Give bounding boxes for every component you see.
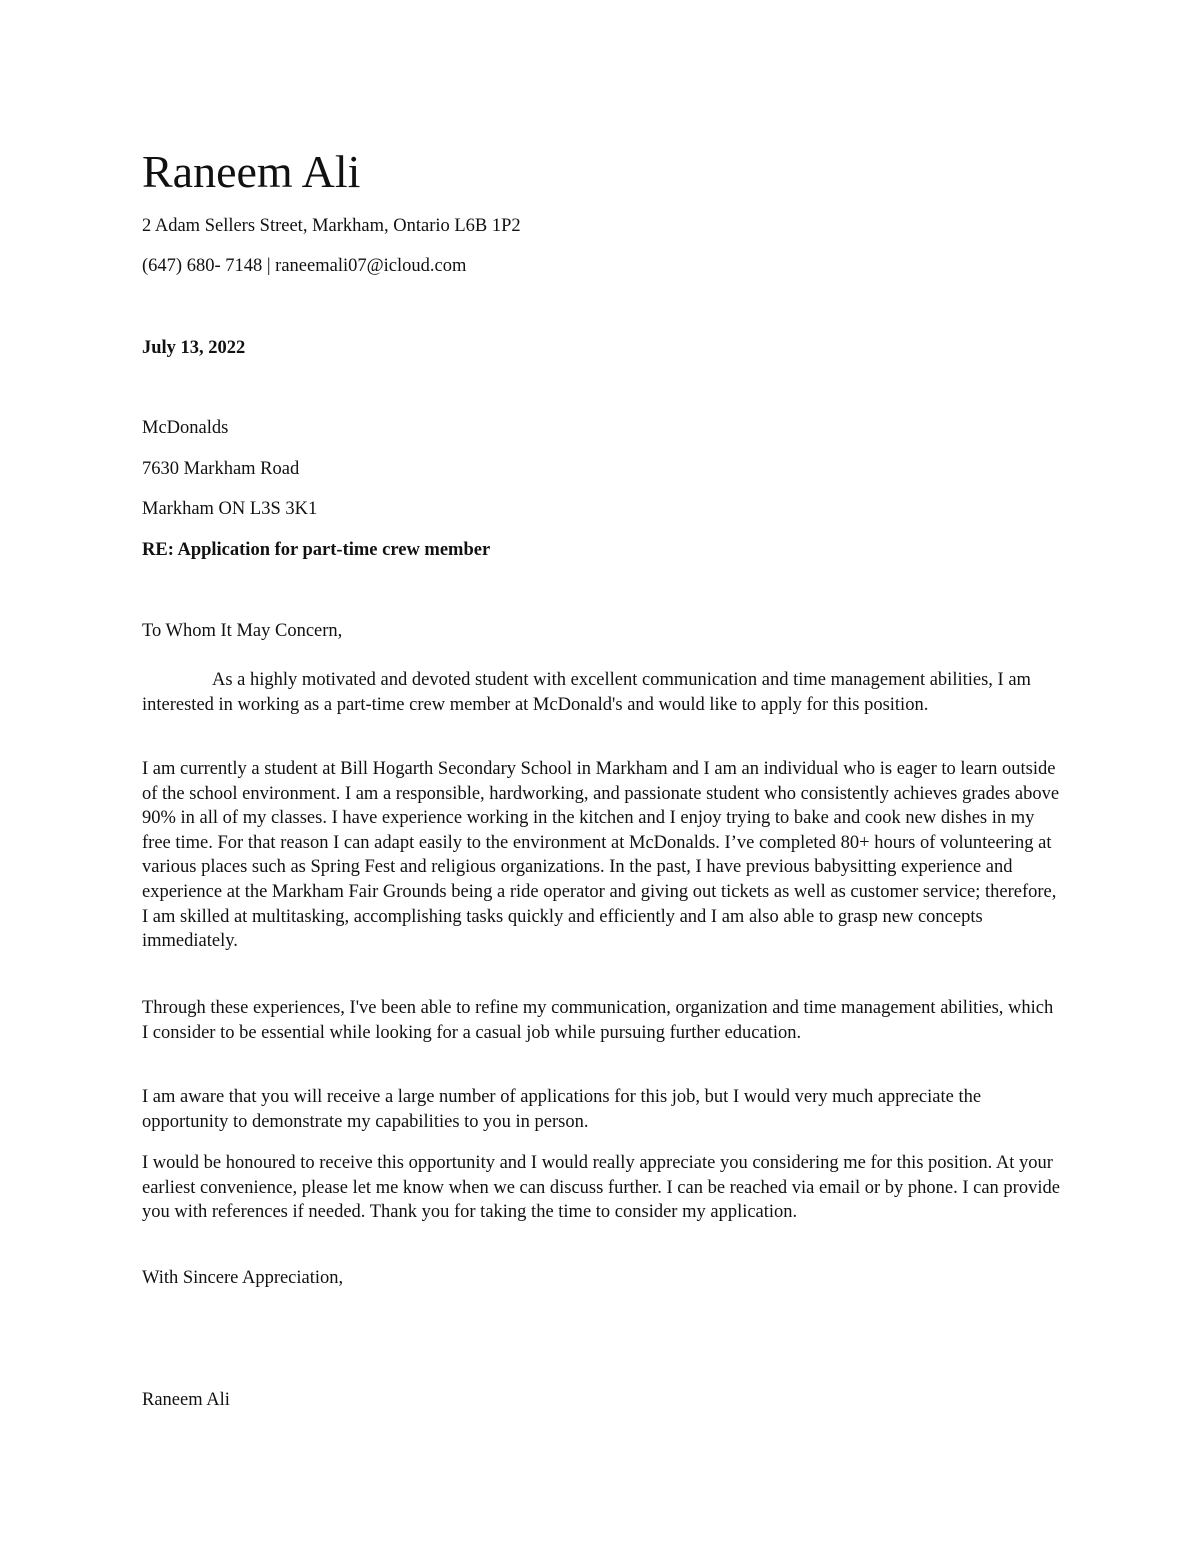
subject-line: RE: Application for part-time crew member	[142, 540, 491, 560]
paragraph-closing: I would be honoured to receive this opportunity and I would really appreciate you considering me for this position. At your earliest convenience, please let me know when we can discuss further. I can be reached via email or by phone. I can provide you with references if needed. Thank you for taking the time to consider my application.	[142, 1153, 1060, 1223]
recipient-company: McDonalds	[142, 418, 229, 438]
salutation: To Whom It May Concern,	[142, 621, 343, 641]
closing-phrase: With Sincere Appreciation,	[142, 1268, 344, 1288]
sender-contact: (647) 680- 7148 | raneemali07@icloud.com	[142, 256, 467, 276]
sender-address: 2 Adam Sellers Street, Markham, Ontario L6B 1P2	[142, 216, 521, 236]
recipient-street: 7630 Markham Road	[142, 459, 300, 479]
recipient-city: Markham ON L3S 3K1	[142, 499, 318, 519]
paragraph-intro: As a highly motivated and devoted student with excellent communication and time management abilities, I am interested in working as a part-time crew member at McDonald's and would like to apply for this position.	[142, 670, 1031, 715]
letter-date: July 13, 2022	[142, 338, 246, 358]
signature-name: Raneem Ali	[142, 1390, 230, 1410]
paragraph-opportunity: I am aware that you will receive a large number of applications for this job, but I would very much appreciate the opportunity to demonstrate my capabilities to you in person.	[142, 1087, 982, 1132]
paragraph-background: I am currently a student at Bill Hogarth Secondary School in Markham and I am an individual who is eager to learn outside of the school environment. I am a responsible, hardworking, and passionate student who consistently achieves grades above 90% in all of my classes. I have experience working in the kitchen and I enjoy trying to bake and cook new dishes in my free time. For that reason I can adapt easily to the environment at McDonalds. I’ve completed 80+ hours of volunteering at various places such as Spring Fest and religious organizations. In the past, I have previous babysitting experience and experience at the Markham Fair Grounds being a ride operator and giving out tickets as well as customer service; therefore, I am skilled at multitasking, accomplishing tasks quickly and efficiently and I am also able to grasp new concepts immediately.	[142, 759, 1060, 952]
sender-name: Raneem Ali	[142, 146, 361, 197]
paragraph-experience: Through these experiences, I've been able to refine my communication, organization and time management abilities, which I consider to be essential while looking for a casual job while pursuing further education.	[142, 998, 1054, 1043]
